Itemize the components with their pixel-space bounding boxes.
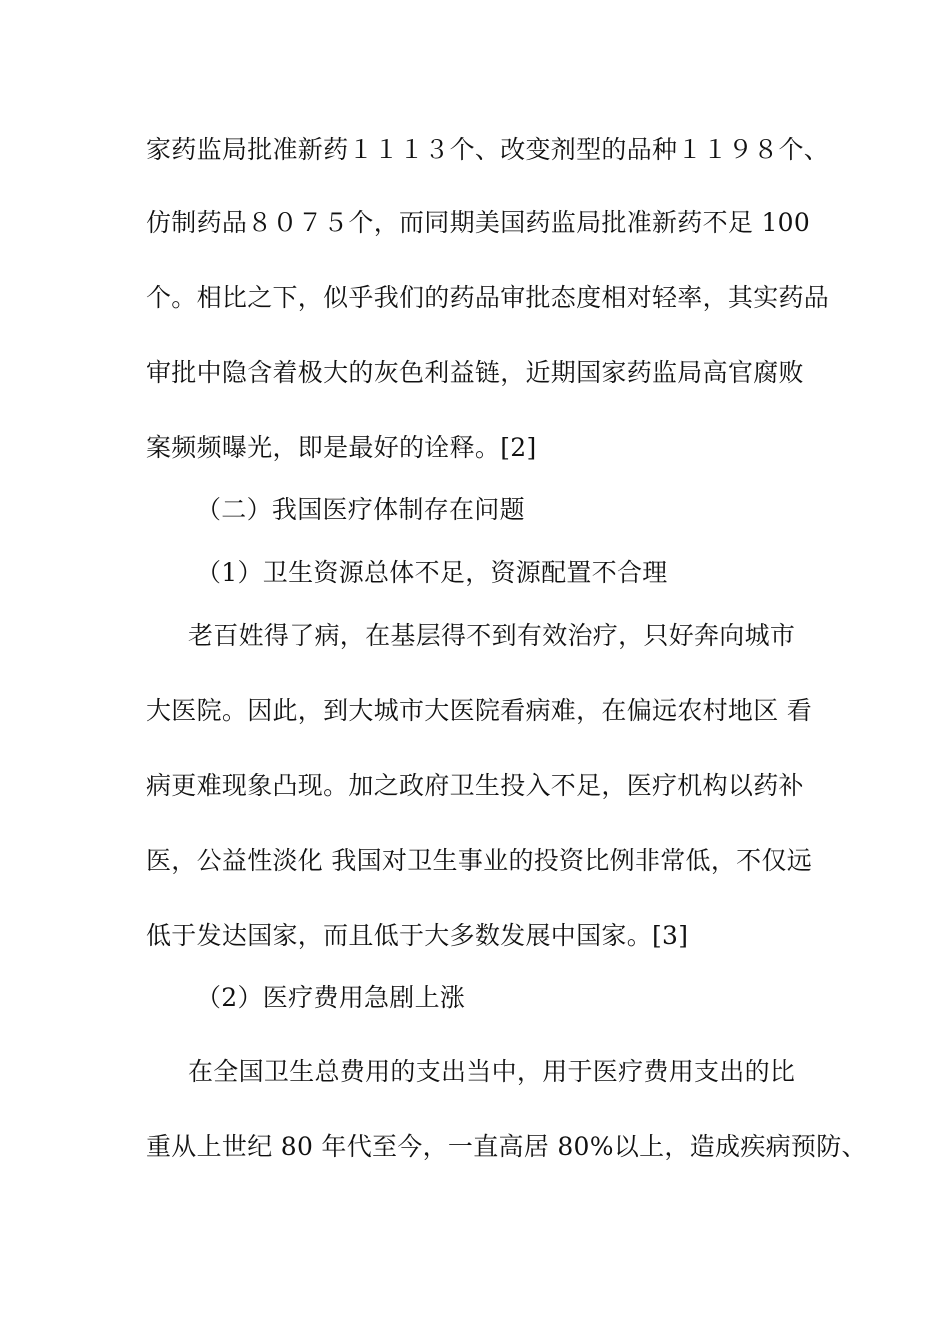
paragraph-line-7: 大医院。因此，到大城市大医院看病难，在偏远农村地区 看 bbox=[146, 696, 813, 725]
section-heading: （二）我国医疗体制存在问题 bbox=[196, 495, 525, 524]
paragraph-line-2: 仿制药品８０７５个，而同期美国药监局批准新药不足 100 bbox=[146, 208, 811, 237]
paragraph-line-9: 医，公益性淡化 我国对卫生事业的投资比例非常低，不仅远 bbox=[146, 846, 813, 875]
paragraph-line-3: 个。相比之下，似乎我们的药品审批态度相对轻率，其实药品 bbox=[146, 283, 830, 312]
paragraph-line-4: 审批中隐含着极大的灰色利益链，近期国家药监局高官腐败 bbox=[146, 358, 804, 387]
paragraph-line-12: 重从上世纪 80 年代至今，一直高居 80%以上，造成疾病预防、 bbox=[146, 1132, 867, 1161]
subsection-heading-2: （2）医疗费用急剧上涨 bbox=[196, 983, 466, 1012]
paragraph-line-8: 病更难现象凸现。加之政府卫生投入不足，医疗机构以药补 bbox=[146, 771, 804, 800]
paragraph-line-1: 家药监局批准新药１１１３个、改变剂型的品种１１９８个、 bbox=[146, 135, 830, 164]
subsection-heading-1: （1）卫生资源总体不足，资源配置不合理 bbox=[196, 558, 668, 587]
paragraph-line-6: 老百姓得了病，在基层得不到有效治疗，只好奔向城市 bbox=[188, 621, 796, 650]
paragraph-line-10: 低于发达国家，而且低于大多数发展中国家。[3] bbox=[146, 921, 689, 950]
paragraph-line-5: 案频频曝光，即是最好的诠释。[2] bbox=[146, 433, 537, 462]
paragraph-line-11: 在全国卫生总费用的支出当中，用于医疗费用支出的比 bbox=[188, 1057, 796, 1086]
